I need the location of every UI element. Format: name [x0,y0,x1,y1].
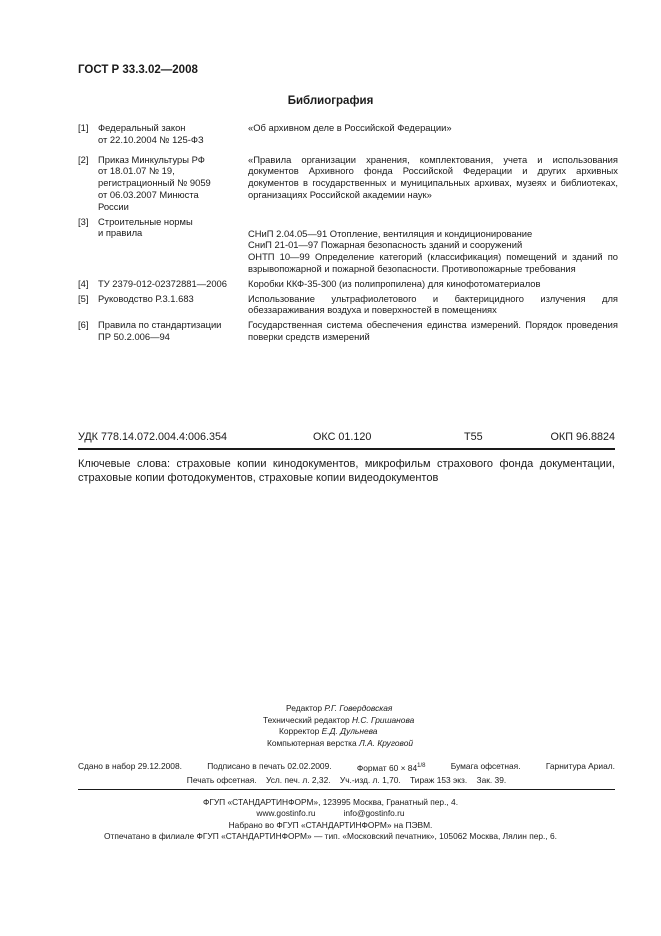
udk-code: УДК 778.14.072.004.4:006.354 [78,431,228,443]
entry-description-line: ОНТП 10—99 Определение категорий (классификация) помещений и зданий по взрывопожарной и пожарной безопасности. Противопожарные требования [248,251,618,274]
bibliography-entry [78,278,618,290]
edit-sheets: Уч.-изд. л. 1,70. [339,774,401,785]
credit-tech-editor [0,715,661,727]
t-code: Т55 [464,431,483,443]
typeset-info: Набрано во ФГУП «СТАНДАРТИНФОРМ» на ПЭВМ. [228,819,433,830]
entry-description [248,154,618,213]
print-sheets: Усл. печ. л. 2,32. [265,774,331,785]
bibliography-entry [78,216,618,275]
entry-source-line: ПР 50.2.006—94 [98,330,170,342]
entry-source-line: Приказ Минкультуры РФ [98,153,205,165]
paper-type: Бумага офсетная. [450,761,521,771]
format-fraction: 1/8 [417,763,426,769]
document-header: ГОСТ Р 33.3.02—2008 [78,64,198,76]
entry-source [96,319,248,343]
credit-name: Л.А. Круговой [359,737,414,748]
entry-source-line: от 18.01.07 № 19, [98,165,175,177]
bibliography-entry [78,319,618,343]
entry-source-line: и правила [98,227,143,239]
entry-description [248,293,618,317]
print-type: Печать офсетная. [186,774,257,785]
entry-number: [6] [78,319,89,331]
entry-number: [4] [78,277,89,289]
publisher-email: info@gostinfo.ru [343,808,405,819]
divider-line [78,789,615,790]
circulation: Тираж 153 экз. [410,774,468,785]
entry-description-line: «Об архивном деле в Российской Федерации» [248,122,452,133]
entry-source-line: ТУ 2379-012-02372881—2006 [98,277,227,289]
entry-description [248,278,618,290]
bibliography-entry [78,122,618,146]
credit-editor [0,703,661,715]
entry-source-line: Правила по стандартизации [98,319,222,331]
paper-format: Формат $60 \times 84^{1/8}$ [356,762,426,773]
publisher-contacts [0,808,661,819]
credit-label: Технический редактор [263,714,350,725]
oks-code: ОКС 01.120 [313,431,372,443]
entry-source-line: Руководство Р.3.1.683 [98,292,194,304]
publisher-info [0,797,661,843]
credit-label: Корректор [279,726,320,737]
entry-description-line: Коробки ККФ-35-300 (из полипропилена) для кинофотоматериалов [248,277,541,289]
submitted-date: Сдано в набор 29.12.2008. [78,761,182,771]
entry-source-line: Строительные нормы [98,215,193,227]
typeface: Гарнитура Ариал. [545,761,615,771]
entry-number: [3] [78,215,89,227]
entry-source [96,122,248,146]
entry-number: [5] [78,292,89,304]
entry-source [96,154,248,213]
entry-source-line: России [98,200,129,212]
credits-block [0,703,661,749]
entry-number: [1] [78,122,89,133]
entry-description [248,319,618,343]
credit-name: Е.Д. Дульнева [321,726,378,737]
printed-info: Отпечатано в филиале ФГУП «СТАНДАРТИНФОРМ» — тип. «Московский печатник», 105062 Москва, Лялин пер., 6. [103,831,558,842]
bibliography-entry [78,293,618,317]
bibliography-entry [78,154,618,213]
credit-name: Р.Г. Говердовская [324,703,393,713]
entry-description [248,122,618,146]
entry-source-line: Федеральный закон [98,122,186,133]
entry-source [96,293,248,317]
bibliography-title: Библиография [287,95,374,107]
bibliography-list [78,122,618,346]
entry-description [248,216,618,275]
entry-description-line: СНиП 2.04.05—91 Отопление, вентиляция и кондиционирование [248,227,533,239]
entry-number: [2] [78,153,89,165]
credit-label: Компьютерная верстка [267,737,357,748]
entry-source-line: от 06.03.2007 Минюста [98,188,199,200]
entry-source-line: от 22.10.2004 № 125-ФЗ [98,133,204,145]
printing-info [78,760,615,786]
entry-source [96,278,248,290]
okp-code: ОКП 96.8824 [550,431,615,443]
publisher-site: www.gostinfo.ru [256,808,316,819]
entry-source-line: регистрационный № 9059 [98,177,211,189]
credit-name: Н.С. Гришанова [351,714,415,725]
credit-corrector [0,726,661,738]
signed-date: Подписано в печать 02.02.2009. [207,761,332,771]
entry-description-line: Использование ультрафиолетового и бактерицидного излучения для обеззараживания воздуха и поверхностей в помещениях [248,292,618,316]
entry-description-line: «Правила организации хранения, комплектования, учета и использования документов Архивного фонда Российской Федерации и других архивных документов в государственных и муниципальных архивах, музеях и библиотеках, организациях Российской академии наук» [248,153,618,200]
entry-description-line: Государственная система обеспечения единства измерений. Порядок проведения поверки средств измерений [248,319,618,342]
order-number: Зак. 39. [476,774,507,785]
credit-layout [0,738,661,750]
entry-source [96,216,248,275]
publisher-address: ФГУП «СТАНДАРТИНФОРМ», 123995 Москва, Гранатный пер., 4. [202,797,459,807]
divider-line [78,448,615,450]
keywords: Ключевые слова: страховые копии кинодокументов, микрофильм страхового фонда документации, страховые копии фотодокументов, страховые копии видеодокументов [78,458,615,484]
entry-description-line: СниП 21-01—97 Пожарная безопасность зданий и сооружений [248,239,523,251]
credit-label: Редактор [286,703,323,713]
